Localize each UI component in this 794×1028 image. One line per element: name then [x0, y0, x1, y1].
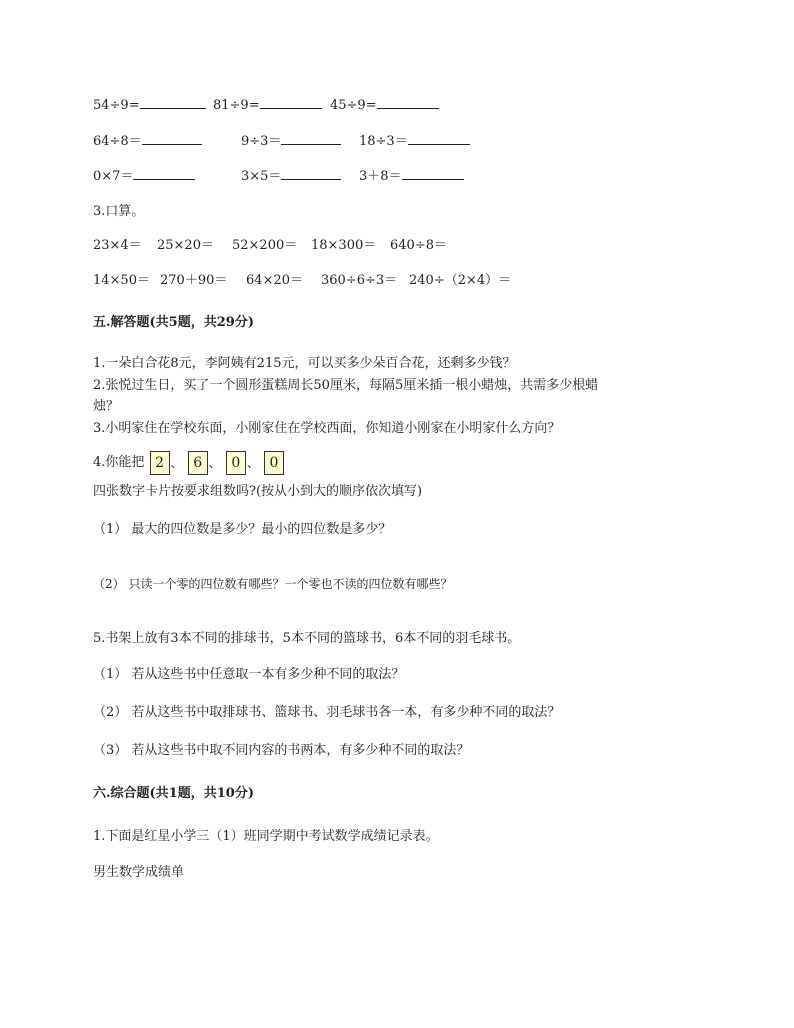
- equation: 9÷3＝: [241, 131, 341, 151]
- question-4-sub-2: （2） 只读一个零的四位数有哪些？一个零也不读的四位数有哪些？: [93, 577, 453, 591]
- equation: 81÷9=: [213, 95, 322, 115]
- question-5: 5.书架上放有3本不同的排球书，5本不同的篮球书，6本不同的羽毛球书。: [93, 631, 521, 646]
- equation: 54÷9=: [93, 95, 206, 115]
- separator: 、: [208, 456, 221, 470]
- answer-blank[interactable]: [377, 95, 439, 109]
- answer-blank[interactable]: [281, 131, 341, 145]
- answer-blank[interactable]: [142, 131, 202, 145]
- answer-blank[interactable]: [133, 166, 195, 180]
- section5-heading: 五.解答题(共5题，共29分): [93, 315, 254, 330]
- equation: 3＋8＝: [359, 166, 464, 186]
- answer-blank[interactable]: [281, 166, 341, 180]
- separator: 、: [246, 456, 259, 470]
- answer-blank[interactable]: [260, 95, 322, 109]
- section3-title: 3.口算。: [93, 204, 145, 219]
- answer-blank[interactable]: [402, 166, 464, 180]
- number-card: 0: [226, 451, 246, 475]
- mental-item: 270＋90＝: [160, 273, 228, 288]
- question-5-sub-2: （2） 若从这些书中取排球书、篮球书、羽毛球书各一本，有多少种不同的取法？: [93, 705, 561, 720]
- question-2-line-2: 烛？: [93, 399, 120, 414]
- mental-item: 14×50＝: [93, 273, 150, 288]
- number-card: 6: [188, 451, 208, 475]
- mental-item: 64×20＝: [246, 273, 303, 288]
- question-1: 1.一朵白合花8元，李阿姨有215元，可以买多少朵百合花，还剩多少钱？: [93, 356, 516, 371]
- question-4-prefix: 4.你能把: [93, 455, 145, 470]
- mental-item: 25×20＝: [157, 238, 214, 253]
- mental-item: 23×4＝: [93, 238, 142, 253]
- mental-item: 640÷8＝: [390, 238, 447, 253]
- mental-item: 360÷6÷3＝: [321, 273, 398, 288]
- question-5-sub-3: （3） 若从这些书中取不同内容的书两本，有多少种不同的取法？: [93, 743, 470, 758]
- section6-question-1: 1.下面是红星小学三（1）班同学期中考试数学成绩记录表。: [93, 829, 439, 844]
- question-4: [93, 450, 285, 476]
- number-card: 2: [150, 451, 170, 475]
- equation: 18÷3＝: [359, 131, 470, 151]
- equation: 45÷9=: [330, 95, 439, 115]
- equation: 3×5＝: [241, 166, 341, 186]
- question-4-sub-1: （1） 最大的四位数是多少？最小的四位数是多少？: [93, 522, 392, 537]
- equation: 64÷8＝: [93, 131, 202, 151]
- answer-blank[interactable]: [408, 131, 470, 145]
- answer-blank[interactable]: [140, 95, 206, 109]
- question-2-line-1: 2.张悦过生日，买了一个圆形蛋糕周长50厘米，每隔5厘米插一根小蜡烛，共需多少根蜡: [93, 378, 599, 393]
- number-card: 0: [264, 451, 284, 475]
- question-4-line-2: 四张数字卡片按要求组数吗?(按从小到大的顺序依次填写): [93, 484, 423, 499]
- section6-heading: 六.综合题(共1题，共10分): [93, 786, 254, 801]
- equation: 0×7＝: [93, 166, 195, 186]
- mental-item: 240÷（2×4）＝: [409, 273, 512, 288]
- separator: 、: [170, 456, 183, 470]
- mental-item: 18×300＝: [311, 238, 377, 253]
- question-3: 3.小明家住在学校东面，小刚家住在学校西面，你知道小刚家在小明家什么方向？: [93, 421, 561, 436]
- question-5-sub-1: （1） 若从这些书中任意取一本有多少种不同的取法？: [93, 667, 405, 682]
- mental-item: 52×200＝: [232, 238, 298, 253]
- table-title: 男生数学成绩单: [93, 865, 185, 880]
